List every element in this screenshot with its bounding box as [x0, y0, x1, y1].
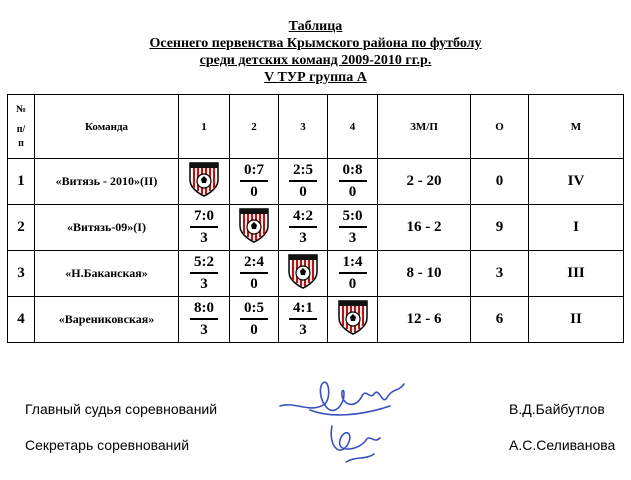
header-num-line-1: №	[15, 103, 27, 115]
points-total: 9	[471, 205, 529, 251]
goal-difference: 8 - 10	[378, 251, 471, 297]
row-number: 1	[8, 159, 35, 205]
judge-label: Главный судья соревнований	[25, 401, 218, 417]
match-score: 0:5	[240, 300, 268, 320]
place: I	[529, 205, 624, 251]
match-result-cell	[179, 205, 230, 251]
match-score: 4:1	[289, 300, 317, 320]
match-points: 3	[200, 276, 208, 292]
table-row	[8, 251, 624, 297]
place: II	[529, 297, 624, 343]
self-match-cell	[179, 159, 230, 205]
judge-name: В.Д.Байбутлов	[509, 401, 605, 417]
table-body	[8, 159, 624, 343]
match-score: 0:8	[339, 162, 367, 182]
match-points: 0	[348, 184, 357, 200]
points-total: 6	[471, 297, 529, 343]
team-name: «Витязь-09»(I)	[35, 205, 179, 251]
header-col-1: 1	[179, 95, 230, 159]
match-score: 7:0	[190, 208, 218, 228]
team-emblem-icon	[286, 252, 320, 290]
self-match-cell	[230, 205, 279, 251]
header-row	[8, 95, 624, 159]
title-block	[0, 18, 631, 86]
header-points: О	[471, 95, 529, 159]
match-result-cell	[279, 205, 328, 251]
title-line-3: среди детских команд 2009-2010 гг.р.	[199, 53, 432, 68]
team-name: «Варениковская»	[35, 297, 179, 343]
match-score: 5:2	[190, 254, 218, 274]
match-points: 0	[348, 276, 357, 292]
row-number: 3	[8, 251, 35, 297]
goal-difference: 2 - 20	[378, 159, 471, 205]
match-points: 3	[299, 322, 307, 338]
header-col-2: 2	[230, 95, 279, 159]
match-result-cell	[230, 297, 279, 343]
header-col-4: 4	[328, 95, 378, 159]
match-score: 2:5	[289, 162, 317, 182]
match-points: 3	[200, 322, 208, 338]
team-name: «Витязь - 2010»(II)	[35, 159, 179, 205]
title-line-1: Таблица	[288, 19, 343, 34]
table-row	[8, 205, 624, 251]
match-score: 4:2	[289, 208, 317, 228]
match-result-cell	[230, 159, 279, 205]
self-match-cell	[279, 251, 328, 297]
match-result-cell	[328, 205, 378, 251]
match-score: 5:0	[339, 208, 367, 228]
team-emblem-icon	[237, 206, 271, 244]
header-col-3: 3	[279, 95, 328, 159]
row-number: 4	[8, 297, 35, 343]
match-score: 0:7	[240, 162, 268, 182]
table-row	[8, 159, 624, 205]
points-total: 3	[471, 251, 529, 297]
match-points: 3	[299, 230, 307, 246]
header-goals: ЗМ/П	[378, 95, 471, 159]
header-num-line-2: п/	[16, 123, 26, 135]
results-table	[7, 94, 624, 343]
match-result-cell	[279, 297, 328, 343]
signature-icon	[270, 366, 430, 476]
match-points: 3	[348, 230, 357, 246]
goal-difference: 16 - 2	[378, 205, 471, 251]
match-score: 8:0	[190, 300, 218, 320]
title-line-4: V ТУР группа А	[264, 70, 367, 85]
match-result-cell	[179, 251, 230, 297]
match-points: 0	[250, 276, 258, 292]
match-points: 0	[299, 184, 307, 200]
header-place: М	[529, 95, 624, 159]
match-score: 1:4	[339, 254, 367, 274]
points-total: 0	[471, 159, 529, 205]
header-num	[8, 95, 35, 159]
match-result-cell	[328, 251, 378, 297]
place: III	[529, 251, 624, 297]
match-result-cell	[179, 297, 230, 343]
secretary-label: Секретарь соревнований	[25, 437, 190, 453]
place: IV	[529, 159, 624, 205]
match-result-cell	[230, 251, 279, 297]
self-match-cell	[328, 297, 378, 343]
title-line-2: Осеннего первенства Крымского района по футболу	[149, 36, 482, 51]
team-emblem-icon	[336, 298, 370, 336]
match-points: 3	[200, 230, 208, 246]
match-result-cell	[328, 159, 378, 205]
row-number: 2	[8, 205, 35, 251]
team-name: «Н.Баканская»	[35, 251, 179, 297]
match-score: 2:4	[240, 254, 268, 274]
match-points: 0	[250, 322, 258, 338]
goal-difference: 12 - 6	[378, 297, 471, 343]
header-num-line-3: п	[18, 137, 24, 149]
match-result-cell	[279, 159, 328, 205]
table-row	[8, 297, 624, 343]
secretary-name: А.С.Селиванова	[509, 437, 616, 453]
match-points: 0	[250, 184, 258, 200]
header-team: Команда	[35, 95, 179, 159]
team-emblem-icon	[187, 160, 221, 198]
